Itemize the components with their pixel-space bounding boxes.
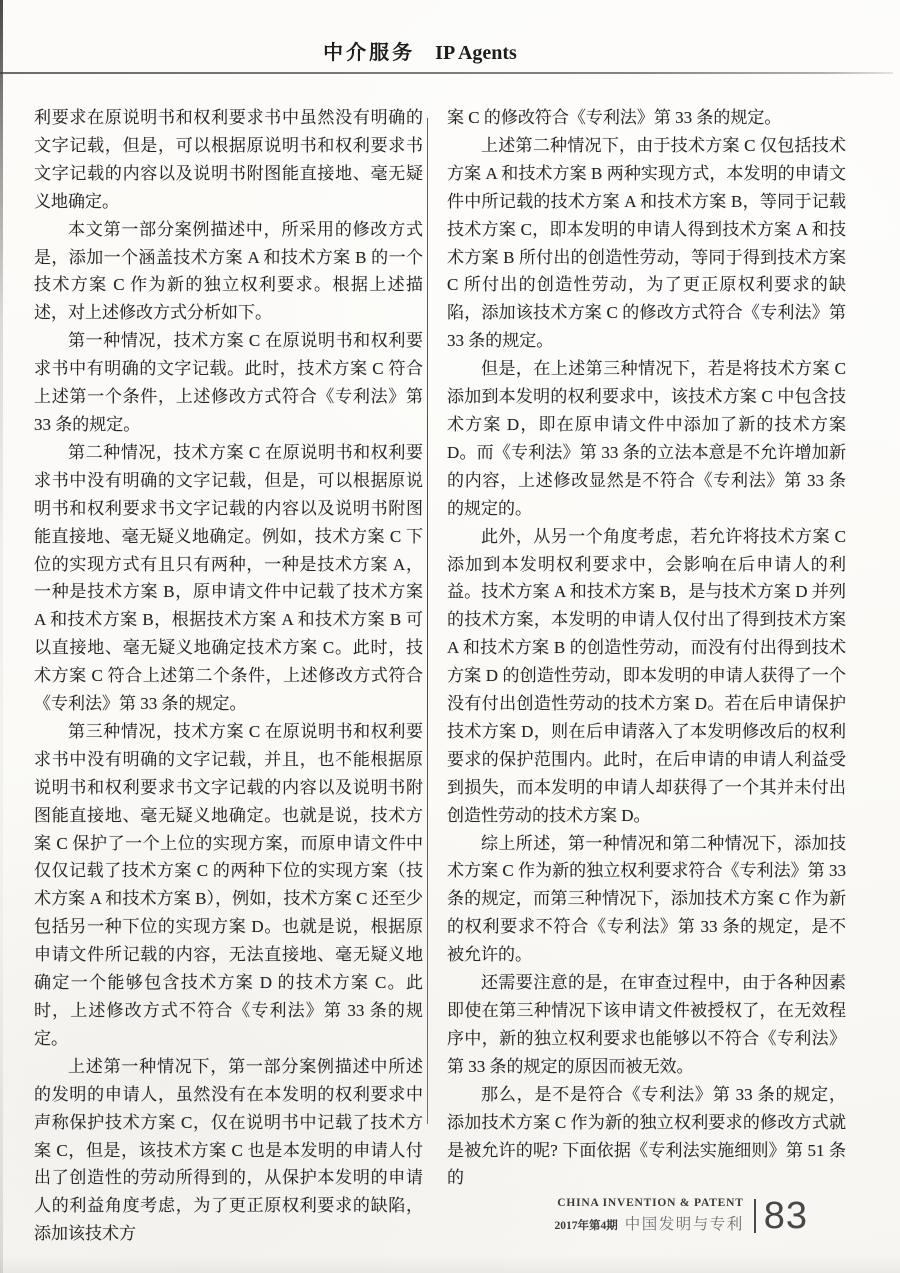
paragraph: 还需要注意的是，在审查过程中，由于各种因素即使在第三种情况下该申请文件被授权了，在无效程序中，新的独立权利要求也能够以不符合《专利法》第 33 条的规定的原因而被无效。	[447, 973, 846, 1076]
paragraph: 第一种情况，技术方案 C 在原说明书和权利要求书中有明确的文字记载。此时，技术方案 C 符合上述第一个条件，上述修改方式符合《专利法》第 33 条的规定。	[34, 331, 423, 434]
paragraph: 案 C 的修改符合《专利法》第 33 条的规定。	[447, 108, 782, 127]
journal-name-cn: 中国发明与专利	[624, 1216, 744, 1233]
paragraph: 此外，从另一个角度考虑，若允许将技术方案 C 添加到本发明权利要求中，会影响在后申请人的利益。技术方案 A 和技术方案 B，是与技术方案 D 并列的技术方案，本发明的申请人仅付出了得到技术方案 A 和技术方案 B 的创造性劳动，而没有付出得到技术方案 D 的创造性劳动，即本发明的申请人获得了一个没有付出创造性劳动的技术方案 D。若在后申请保护技术方案 D，则在后申请落入了本发明修改后的权利要求的保护范围内。此时，在后申请的申请人利益受到损失，而本发明的申请人却获得了一个其并未付出创造性劳动的技术方案 D。	[447, 526, 846, 825]
scan-edge-artifact	[0, 0, 3, 1273]
column-divider-line	[427, 118, 428, 1124]
journal-imprint	[554, 1197, 743, 1234]
journal-issue-line	[554, 1212, 743, 1234]
footer-divider-bar	[754, 1199, 756, 1233]
paragraph: 综上所述，第一种情况和第二种情况下，添加技术方案 C 作为新的独立权利要求符合《专利法》第 33 条的规定，而第三种情况下，添加技术方案 C 作为新的权利要求不符合《专利法》第 33 条的规定，是不被允许的。	[447, 833, 846, 965]
page-footer	[554, 1194, 808, 1237]
paragraph: 第三种情况，技术方案 C 在原说明书和权利要求书中没有明确的文字记载，并且，也不能根据原说明书和权利要求书文字记载的内容以及说明书附图能直接地、毫无疑义地确定。也就是说，技术方案 C 保护了一个上位的实现方案，而原申请文件中仅仅记载了技术方案 C 的两种下位的实现方案（技术方案 A 和技术方案 B），例如，技术方案 C 还至少包括另一种下位的实现方案 D。也就是说，根据原申请文件所记载的内容，无法直接地、毫无疑义地确定一个能够包含技术方案 D 的技术方案 C。此时，上述修改方式不符合《专利法》第 33 条的规定。	[34, 721, 423, 1048]
section-title-cn: 中介服务	[323, 42, 416, 64]
paragraph: 那么，是不是符合《专利法》第 33 条的规定，添加技术方案 C 作为新的独立权利要求的修改方式就是被允许的呢? 下面依据《专利法实施细则》第 51 条的	[447, 1084, 846, 1188]
header-divider-line	[0, 72, 893, 74]
paragraph: 第二种情况，技术方案 C 在原说明书和权利要求书中没有明确的文字记载，但是，可以根据原说明书和权利要求书文字记载的内容以及说明书附图能直接地、毫无疑义地确定。例如，技术方案 C 下位的实现方式有且只有两种，一种是技术方案 A，一种是技术方案 B，原申请文件中记载了技术方案 A 和技术方案 B，根据技术方案 A 和技术方案 B 可以直接地、毫无疑义地确定技术方案 C。此时，技术方案 C 符合上述第二个条件，上述修改方式符合《专利法》第 33 条的规定。	[34, 442, 423, 714]
page-number: 83	[763, 1194, 808, 1237]
paragraph: 本文第一部分案例描述中，所采用的修改方式是，添加一个涵盖技术方案 A 和技术方案 B 的一个技术方案 C 作为新的独立权利要求。根据上述描述，对上述修改方式分析如下。	[34, 219, 423, 323]
journal-name-en: CHINA INVENTION & PATENT	[557, 1197, 744, 1209]
paragraph: 上述第二种情况下，由于技术方案 C 仅包括技术方案 A 和技术方案 B 两种实现方式，本发明的申请文件中所记载的技术方案 A 和技术方案 B，等同于记载技术方案 C，即本发明的申请人得到技术方案 A 和技术方案 B 所付出的创造性劳动，等同于得到技术方案 C 所付出的创造性劳动，为了更正原权利要求的缺陷，添加该技术方案 C 的修改方式符合《专利法》第 33 条的规定。	[447, 135, 846, 351]
scan-shadow-bottom	[0, 1255, 900, 1273]
section-title-en: IP Agents	[435, 42, 517, 64]
issue-info: 2017年第4期	[554, 1220, 618, 1232]
paragraph: 但是，在上述第三种情况下，若是将技术方案 C 添加到本发明的权利要求中，该技术方案 C 中包含技术方案 D，即在原申请文件中添加了新的技术方案 D。而《专利法》第 33 条的立法本意是不允许增加新的内容，上述修改显然是不符合《专利法》第 33 条的规定的。	[447, 359, 846, 518]
paragraph: 上述第一种情况下，第一部分案例描述中所述的发明的申请人，虽然没有在本发明的权利要求中声称保护技术方案 C，仅在说明书中记载了技术方案 C，但是，该技术方案 C 也是本发明的申请人付出了创造性的劳动所得到的，从保护本发明的申请人的利益角度考虑，为了更正原权利要求的缺陷，添加该技术方	[34, 1056, 423, 1244]
right-column	[447, 104, 846, 1192]
paragraph: 利要求在原说明书和权利要求书中虽然没有明确的文字记载，但是，可以根据原说明书和权利要求书文字记载的内容以及说明书附图能直接地、毫无疑义地确定。	[34, 108, 423, 211]
page-header	[0, 36, 840, 65]
left-column	[34, 104, 423, 1248]
